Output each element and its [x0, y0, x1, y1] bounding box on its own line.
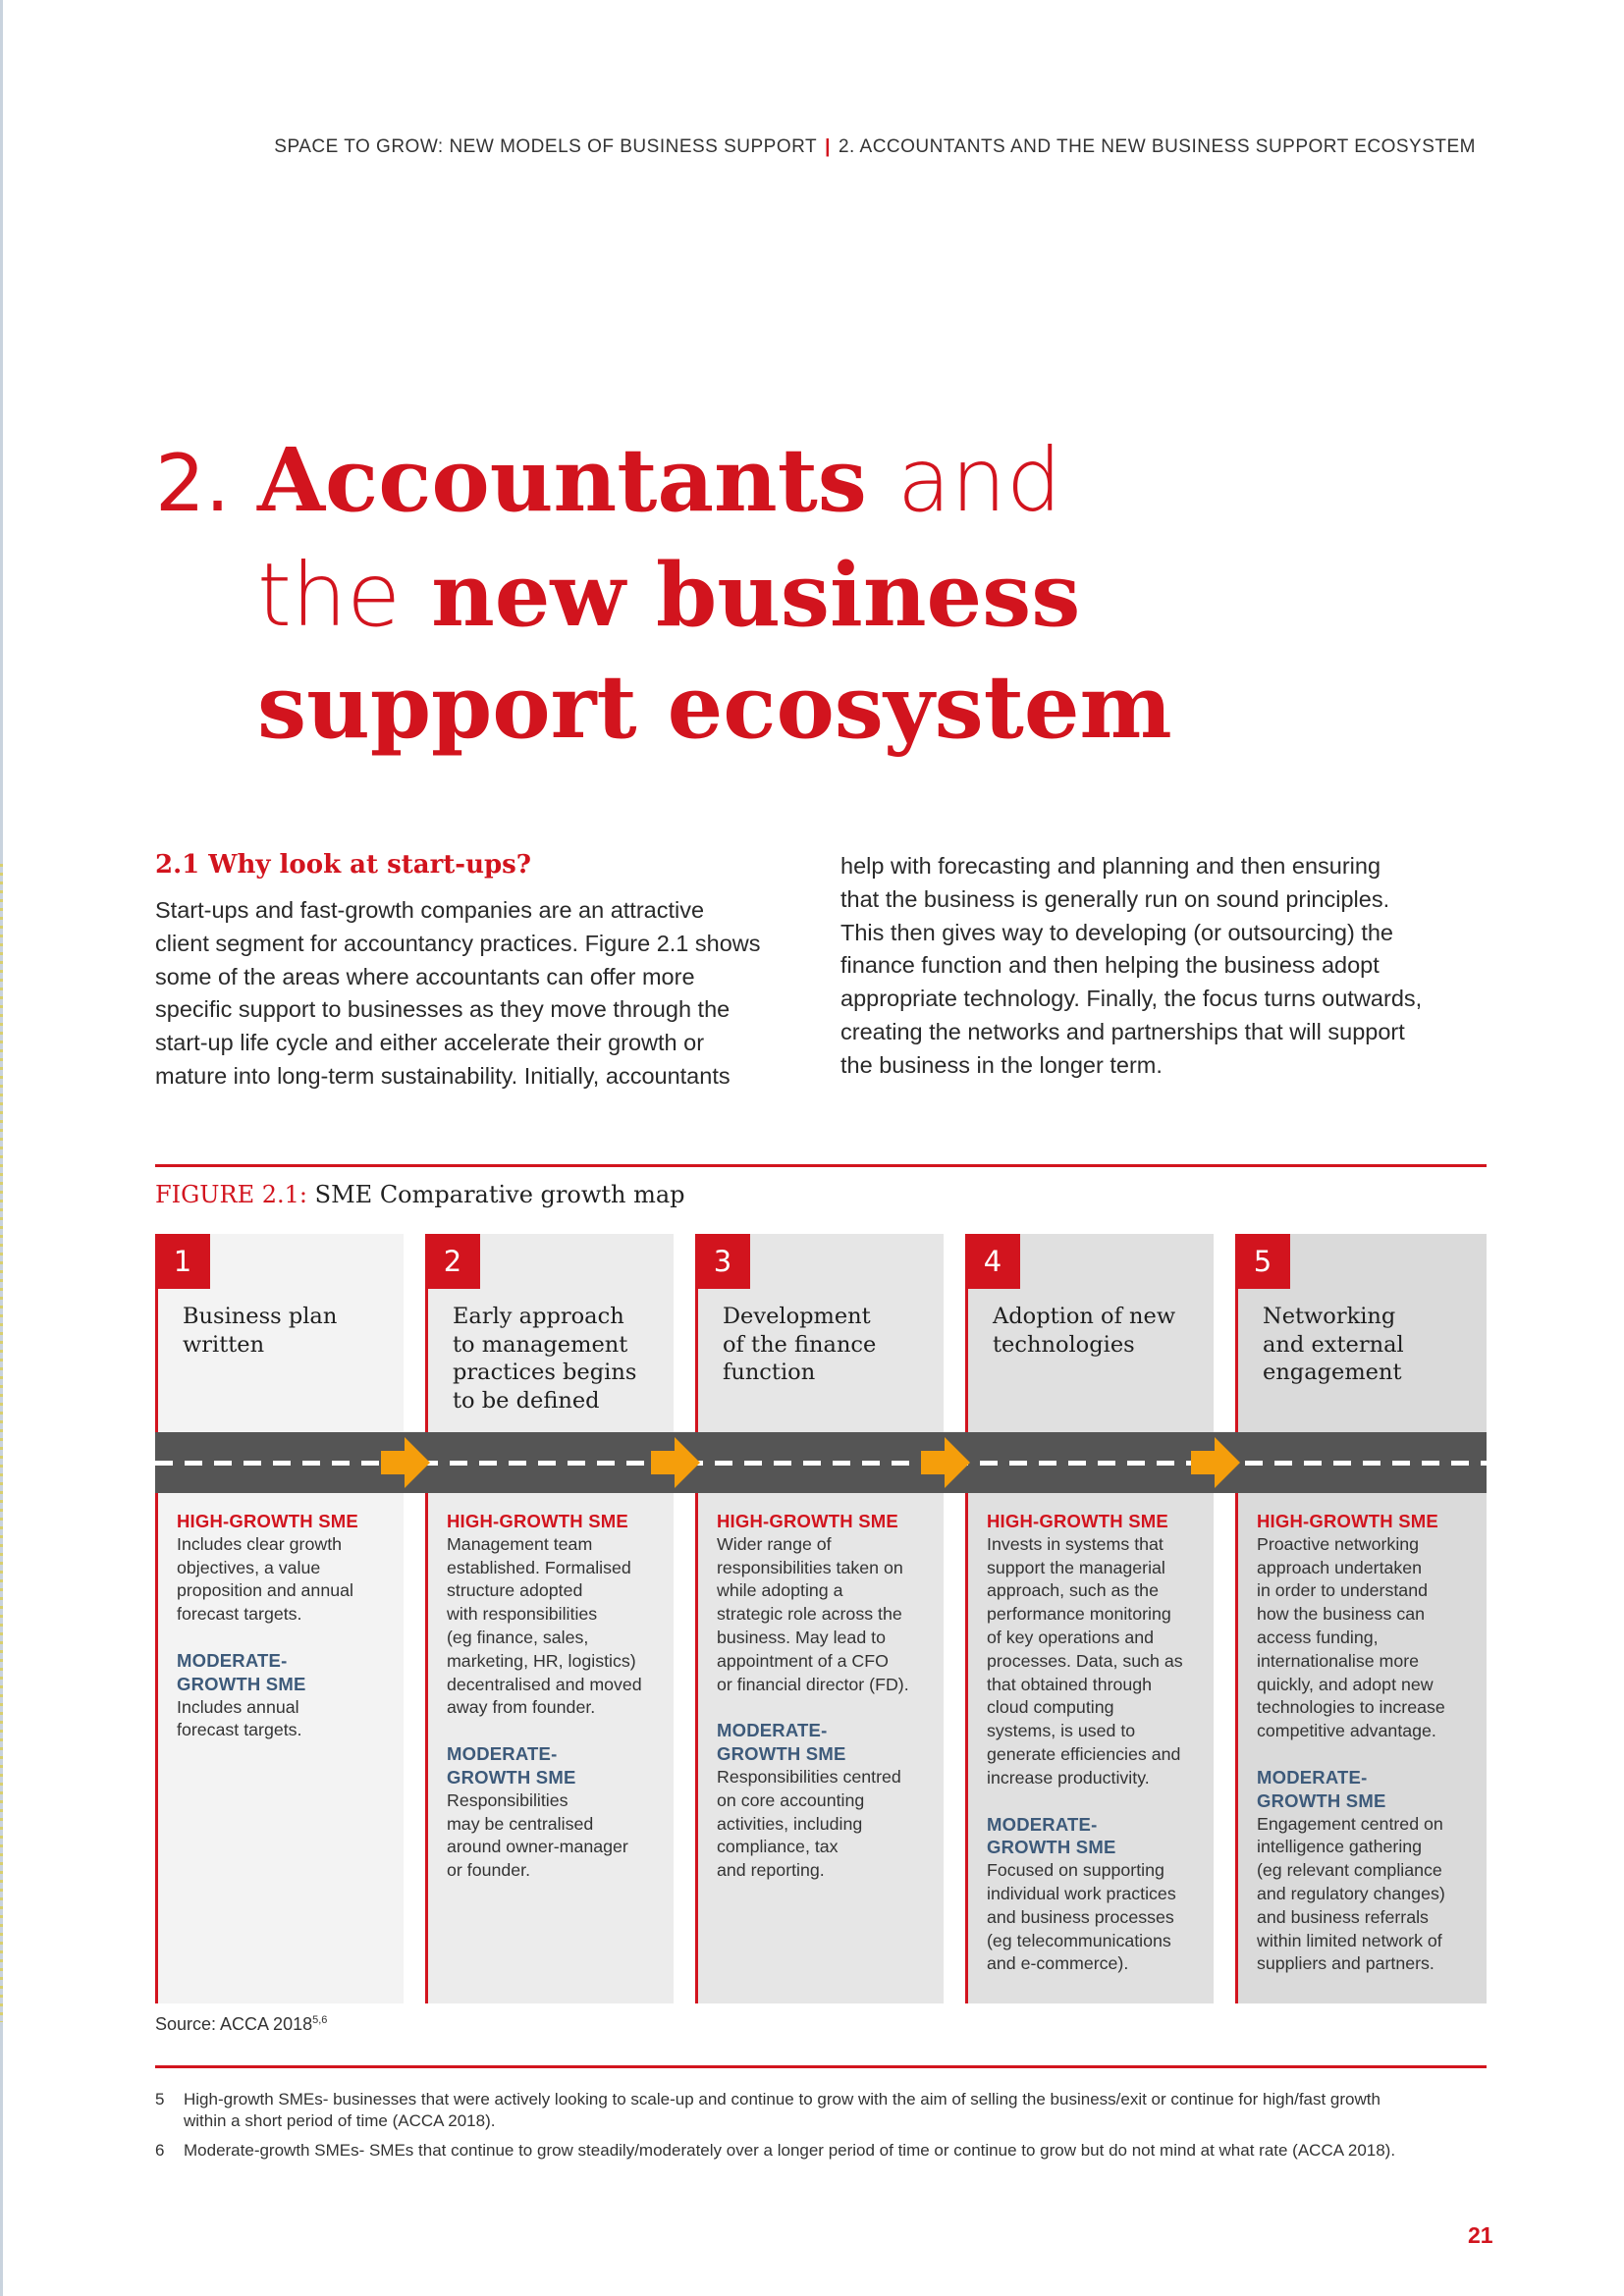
growth-road — [155, 1432, 1487, 1493]
text-line: finance function and then helping the business adopt — [840, 952, 1380, 979]
detail-line: (eg telecommunications — [987, 1930, 1171, 1950]
detail-line: generate efficiencies and — [987, 1743, 1181, 1764]
detail-line: and reporting. — [717, 1860, 825, 1881]
detail-line: processes. Data, such as — [987, 1650, 1183, 1671]
stage-1 — [155, 1234, 404, 2003]
stage-title-line: technologies — [993, 1331, 1135, 1358]
footnote-number: 5 — [155, 2090, 165, 2109]
moderate-growth-label — [177, 1649, 401, 1696]
detail-line: internationalise more — [1257, 1650, 1420, 1671]
detail-line: Includes annual — [177, 1696, 299, 1717]
text-line: creating the networks and partnerships that will support — [840, 1018, 1405, 1044]
body-column-left — [155, 894, 803, 1094]
detail-line: on core accounting — [717, 1789, 865, 1810]
moderate-growth-label — [987, 1813, 1211, 1860]
text-line: appropriate technology. Finally, the focus turns outwards, — [840, 986, 1423, 1012]
stage-number-badge: 3 — [695, 1234, 750, 1289]
chapter-title — [155, 424, 1333, 762]
detail-line: appointment of a CFO — [717, 1650, 889, 1671]
moderate-growth-text — [177, 1696, 401, 1743]
detail-line: suppliers and partners. — [1257, 1953, 1435, 1974]
text-line: client segment for accountancy practices. Figure 2.1 shows — [155, 930, 761, 956]
text-line: start-up life cycle and either accelerate their growth or — [155, 1030, 705, 1056]
label-line: GROWTH SME — [1257, 1789, 1386, 1811]
stage-3 — [695, 1234, 944, 2003]
stage-title-line: engagement — [1263, 1360, 1402, 1385]
label-line: MODERATE- — [447, 1743, 558, 1765]
label-line: GROWTH SME — [717, 1743, 846, 1765]
detail-line: around owner-manager — [447, 1837, 628, 1857]
moderate-growth-label — [447, 1742, 671, 1789]
section-heading: 2.1 Why look at start-ups? — [155, 850, 532, 880]
moderate-growth-text — [987, 1859, 1211, 1976]
detail-line: cloud computing — [987, 1697, 1114, 1718]
detail-line: technologies to increase — [1257, 1697, 1445, 1718]
stage-4 — [965, 1234, 1214, 2003]
stage-title-line: Business plan — [183, 1304, 338, 1329]
growth-map — [155, 1234, 1487, 2003]
stage-title-line: Networking — [1263, 1304, 1396, 1329]
detail-line: decentralised and moved — [447, 1674, 642, 1694]
high-growth-text — [1257, 1533, 1481, 1743]
label-line: GROWTH SME — [987, 1837, 1116, 1858]
label-line: GROWTH SME — [447, 1766, 576, 1788]
high-growth-label: HIGH-GROWTH SME — [447, 1511, 628, 1531]
detail-line: Responsibilities — [447, 1789, 568, 1810]
detail-line: forecast targets. — [177, 1604, 302, 1625]
detail-line: within limited network of — [1257, 1930, 1442, 1950]
detail-line: individual work practices — [987, 1883, 1176, 1903]
detail-line: Wider range of — [717, 1533, 832, 1554]
detail-line: and e-commerce). — [987, 1953, 1129, 1974]
footnote-rule — [155, 2065, 1487, 2068]
source-footnote-refs: 5,6 — [312, 2014, 328, 2026]
detail-line: Invests in systems that — [987, 1533, 1164, 1554]
stage-title-line: practices begins — [453, 1360, 637, 1385]
stage-5 — [1235, 1234, 1487, 2003]
arrow-right-icon — [381, 1432, 430, 1493]
detail-line: may be centralised — [447, 1813, 594, 1834]
road-lane-markings — [155, 1461, 1487, 1466]
moderate-growth-label — [717, 1719, 941, 1766]
moderate-growth-text — [447, 1789, 671, 1883]
detail-line: Engagement centred on — [1257, 1813, 1443, 1834]
figure-caption: SME Comparative growth map — [314, 1181, 685, 1208]
detail-line: (eg finance, sales, — [447, 1627, 589, 1647]
detail-line: while adopting a — [717, 1580, 843, 1601]
label-line: MODERATE- — [1257, 1766, 1368, 1788]
detail-line: access funding, — [1257, 1627, 1379, 1647]
moderate-growth-label — [1257, 1766, 1481, 1813]
detail-line: in order to understand — [1257, 1580, 1428, 1601]
moderate-growth-text — [1257, 1813, 1481, 1977]
stage-title-line: to be defined — [453, 1387, 600, 1414]
footnote-text — [184, 2089, 1487, 2132]
moderate-growth-text — [717, 1766, 941, 1883]
detail-line: business. May lead to — [717, 1627, 886, 1647]
stage-number-badge: 2 — [425, 1234, 480, 1289]
stage-title-line: and external — [1263, 1331, 1404, 1358]
detail-line: increase productivity. — [987, 1767, 1150, 1788]
detail-line: marketing, HR, logistics) — [447, 1650, 636, 1671]
source-text: Source: ACCA 2018 — [155, 2014, 313, 2034]
text-line: help with forecasting and planning and then ensuring — [840, 853, 1381, 879]
detail-line: responsibilities taken on — [717, 1557, 903, 1577]
detail-line: or financial director (FD). — [717, 1674, 909, 1694]
stage-title — [183, 1303, 394, 1359]
text-line: the business in the longer term. — [840, 1051, 1163, 1078]
footnote-line: within a short period of time (ACCA 2018). — [184, 2111, 496, 2130]
stage-title-line: written — [183, 1331, 265, 1358]
figure-title — [155, 1181, 685, 1208]
stage-title-line: to management — [453, 1331, 628, 1358]
stage-number-badge: 5 — [1235, 1234, 1290, 1289]
stage-details — [717, 1510, 941, 1883]
arrow-right-icon — [651, 1432, 700, 1493]
high-growth-text — [987, 1533, 1211, 1790]
running-head-separator: | — [825, 136, 831, 157]
high-growth-text — [177, 1533, 401, 1627]
figure-top-rule — [155, 1164, 1487, 1167]
running-head-chapter: 2. ACCOUNTANTS AND THE NEW BUSINESS SUPPORT ECOSYSTEM — [838, 136, 1476, 157]
footnote-6 — [155, 2140, 1487, 2162]
stage-number-badge: 4 — [965, 1234, 1020, 1289]
text-line: that the business is generally run on sound principles. — [840, 885, 1390, 912]
label-line: MODERATE- — [717, 1720, 828, 1741]
detail-line: structure adopted — [447, 1580, 583, 1601]
title-word: new business — [431, 542, 1081, 646]
stage-title-line: Development — [723, 1304, 871, 1329]
high-growth-text — [447, 1533, 671, 1720]
chapter-number: 2. — [155, 437, 231, 529]
detail-line: objectives, a value — [177, 1557, 321, 1577]
detail-line: approach undertaken — [1257, 1557, 1423, 1577]
high-growth-label: HIGH-GROWTH SME — [1257, 1511, 1438, 1531]
footnote-text — [184, 2140, 1487, 2162]
footnote-line: Moderate-growth SMEs- SMEs that continue to grow steadily/moderately over a longer period of time or continue to grow but do not mind at what rate (ACCA 2018). — [184, 2141, 1396, 2160]
detail-line: and business referrals — [1257, 1906, 1429, 1927]
detail-line: with responsibilities — [447, 1604, 598, 1625]
detail-line: of key operations and — [987, 1627, 1155, 1647]
detail-line: and business processes — [987, 1906, 1174, 1927]
chapter-title-line-1 — [155, 424, 1333, 539]
detail-line: established. Formalised — [447, 1557, 631, 1577]
detail-line: Responsibilities centred — [717, 1766, 901, 1787]
chapter-title-line-2 — [155, 539, 1333, 651]
text-line: specific support to businesses as they move through the — [155, 996, 731, 1023]
detail-line: Includes clear growth — [177, 1533, 343, 1554]
detail-line: quickly, and adopt new — [1257, 1674, 1434, 1694]
detail-line: how the business can — [1257, 1604, 1426, 1625]
detail-line: compliance, tax — [717, 1837, 839, 1857]
detail-line: Focused on supporting — [987, 1860, 1164, 1881]
detail-line: proposition and annual — [177, 1580, 353, 1601]
detail-line: approach, such as the — [987, 1580, 1159, 1601]
stage-details — [177, 1510, 401, 1742]
stage-title-line: of the finance — [723, 1331, 877, 1358]
body-column-right — [840, 850, 1489, 1083]
footnote-number: 6 — [155, 2141, 165, 2160]
footnotes — [155, 2089, 1487, 2169]
high-growth-label: HIGH-GROWTH SME — [987, 1511, 1168, 1531]
footnote-5 — [155, 2089, 1487, 2132]
page-number: 21 — [1468, 2222, 1493, 2248]
detail-line: that obtained through — [987, 1674, 1153, 1694]
high-growth-label: HIGH-GROWTH SME — [717, 1511, 898, 1531]
title-word: the — [257, 543, 402, 646]
detail-line: intelligence gathering — [1257, 1837, 1423, 1857]
title-word: support ecosystem — [257, 654, 1172, 758]
stage-number-badge: 1 — [155, 1234, 210, 1289]
text-line: This then gives way to developing (or outsourcing) the — [840, 919, 1394, 945]
text-line: some of the areas where accountants can offer more — [155, 963, 695, 989]
stage-details — [447, 1510, 671, 1883]
title-word: and — [896, 428, 1062, 531]
stage-title — [1263, 1303, 1474, 1387]
detail-line: or founder. — [447, 1860, 531, 1881]
running-head — [274, 136, 1476, 158]
label-line: MODERATE- — [177, 1649, 288, 1671]
footnote-line: High-growth SMEs- businesses that were actively looking to scale-up and continue to grow with the aim of selling the business/exit or continue for high/fast growth — [184, 2090, 1380, 2109]
text-line: mature into long-term sustainability. Initially, accountants — [155, 1062, 731, 1089]
stage-title-line: function — [723, 1360, 816, 1385]
chapter-title-line-3 — [155, 651, 1333, 762]
figure-source — [155, 2014, 327, 2035]
stage-details — [1257, 1510, 1481, 1976]
stage-2 — [425, 1234, 674, 2003]
title-word: Accountants — [257, 427, 867, 531]
detail-line: (eg relevant compliance — [1257, 1860, 1442, 1881]
high-growth-label: HIGH-GROWTH SME — [177, 1511, 358, 1531]
detail-line: away from founder. — [447, 1697, 596, 1718]
detail-line: forecast targets. — [177, 1720, 302, 1740]
arrow-right-icon — [1191, 1432, 1240, 1493]
stage-title — [993, 1303, 1204, 1359]
detail-line: performance monitoring — [987, 1604, 1171, 1625]
stage-title-line: Adoption of new — [993, 1304, 1176, 1329]
stage-details — [987, 1510, 1211, 1976]
detail-line: strategic role across the — [717, 1604, 902, 1625]
page-edge-dots — [0, 864, 3, 2022]
figure-label: FIGURE 2.1: — [155, 1181, 308, 1208]
stage-title-line: Early approach — [453, 1304, 624, 1329]
label-line: MODERATE- — [987, 1813, 1098, 1835]
detail-line: Management team — [447, 1533, 593, 1554]
stage-title — [723, 1303, 934, 1387]
running-head-title: SPACE TO GROW: NEW MODELS OF BUSINESS SUPPORT — [274, 136, 818, 157]
detail-line: Proactive networking — [1257, 1533, 1420, 1554]
detail-line: support the managerial — [987, 1557, 1165, 1577]
detail-line: competitive advantage. — [1257, 1721, 1436, 1741]
text-line: Start-ups and fast-growth companies are an attractive — [155, 897, 705, 923]
stage-title — [453, 1303, 664, 1415]
detail-line: activities, including — [717, 1813, 863, 1834]
high-growth-text — [717, 1533, 941, 1697]
label-line: GROWTH SME — [177, 1673, 306, 1694]
arrow-right-icon — [921, 1432, 970, 1493]
detail-line: and regulatory changes) — [1257, 1883, 1445, 1903]
detail-line: systems, is used to — [987, 1721, 1136, 1741]
